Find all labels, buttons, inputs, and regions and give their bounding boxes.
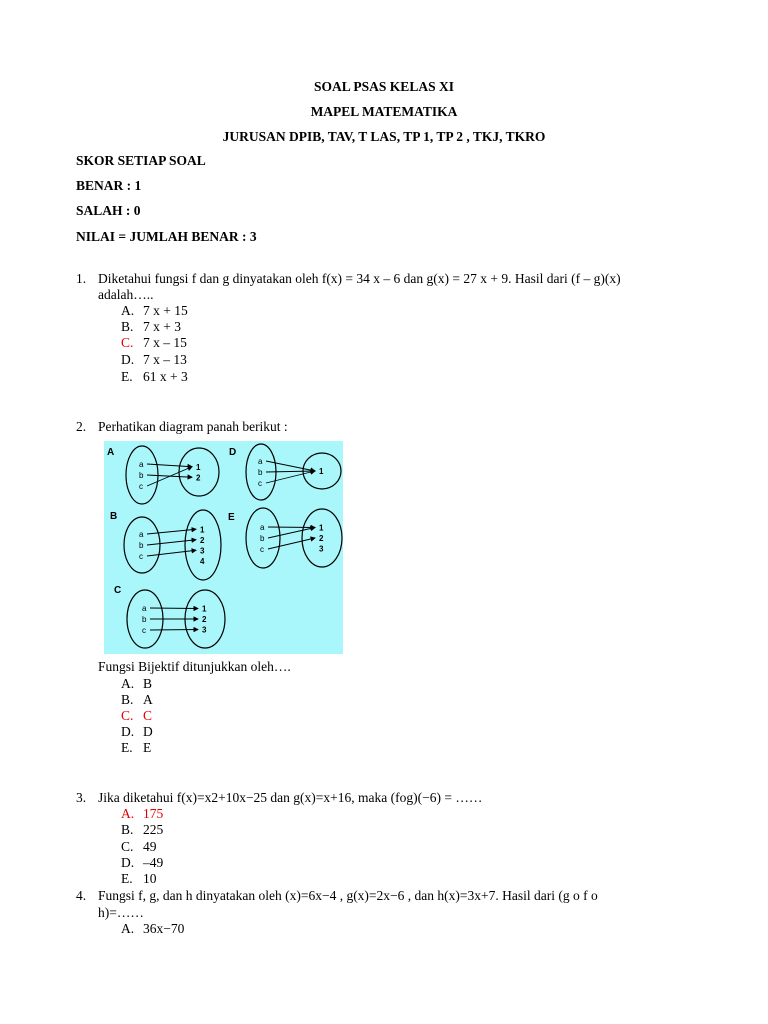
diagram-panel-e — [228, 508, 342, 568]
option-label: A. — [121, 921, 135, 936]
option-text: 225 — [143, 822, 164, 837]
q1-option-c — [121, 335, 187, 351]
mapping-arrow — [266, 471, 315, 483]
option-text: E — [143, 740, 152, 755]
score-wrong: SALAH : 0 — [76, 203, 141, 218]
option-text: A — [143, 692, 153, 707]
codomain-element: 2 — [196, 473, 201, 483]
mapping-arrow — [147, 529, 196, 534]
q3-option-c — [121, 839, 157, 855]
score-heading: SKOR SETIAP SOAL — [76, 153, 206, 168]
mapping-arrow — [150, 630, 198, 631]
option-text: 7 x + 15 — [143, 303, 188, 318]
option-label: D. — [121, 855, 135, 870]
diagram-panel-a — [107, 446, 219, 504]
q2-option-a — [121, 676, 152, 692]
codomain-element: 3 — [202, 625, 207, 635]
option-label: D. — [121, 724, 135, 739]
option-label: C. — [121, 839, 134, 854]
domain-element: b — [258, 468, 263, 477]
q1-number: 1. — [76, 271, 87, 286]
diagram-panel-d — [229, 444, 341, 500]
codomain-element: 2 — [200, 535, 205, 545]
diagram-panel-c — [114, 585, 225, 648]
codomain-oval — [179, 448, 219, 496]
q1-option-d — [121, 352, 187, 368]
option-text: 49 — [143, 839, 157, 854]
mapping-arrow — [268, 527, 315, 528]
diagram-panel-b — [110, 510, 221, 580]
domain-element: a — [139, 530, 144, 539]
option-text: 7 x – 13 — [143, 352, 187, 367]
domain-element: b — [139, 541, 144, 550]
option-label: C. — [121, 708, 134, 723]
option-text: C — [143, 708, 153, 723]
q4-option-a — [121, 921, 184, 937]
codomain-element: 1 — [319, 467, 324, 476]
q2-option-d — [121, 724, 153, 740]
codomain-element: 1 — [319, 523, 324, 533]
option-label: B. — [121, 692, 134, 707]
option-label: A. — [121, 806, 135, 821]
title-1: SOAL PSAS KELAS XI — [314, 79, 454, 94]
codomain-element: 4 — [200, 556, 205, 566]
q3-number: 3. — [76, 790, 87, 805]
score-formula: NILAI = JUMLAH BENAR : 3 — [76, 229, 257, 244]
domain-element: a — [260, 523, 265, 532]
domain-element: c — [258, 479, 262, 488]
domain-element: a — [139, 460, 144, 469]
arrow-diagram — [104, 441, 343, 654]
domain-element: c — [139, 482, 143, 491]
codomain-element: 1 — [200, 525, 205, 535]
codomain-oval — [185, 510, 221, 580]
option-text: 61 x + 3 — [143, 369, 188, 384]
option-text: 7 x + 3 — [143, 319, 181, 334]
q2-option-c — [121, 708, 152, 724]
option-label: E. — [121, 740, 133, 755]
q1-text: Diketahui fungsi f dan g dinyatakan oleh f(x) = 34 x – 6 dan g(x) = 27 x + 9. Hasil dari (f – g)(x) — [98, 271, 621, 286]
q1-text-cont: adalah….. — [98, 287, 154, 302]
mapping-arrow — [266, 471, 315, 472]
panel-label: E — [228, 512, 235, 523]
option-label: E. — [121, 871, 133, 886]
option-text: B — [143, 676, 153, 691]
q1-option-e — [121, 369, 188, 385]
domain-element: c — [142, 626, 146, 635]
option-label: B. — [121, 822, 134, 837]
arrow-diagram-svg — [104, 441, 343, 654]
panel-label: D — [229, 447, 237, 458]
option-text: –49 — [143, 855, 164, 870]
mapping-arrow — [268, 538, 315, 549]
option-text: 36x−70 — [143, 921, 185, 936]
q3-option-d — [121, 855, 163, 871]
title-2: MAPEL MATEMATIKA — [310, 104, 458, 119]
panel-label: B — [110, 511, 118, 522]
q3-option-b — [121, 822, 163, 838]
q2-question: Fungsi Bijektif ditunjukkan oleh…. — [98, 659, 291, 674]
mapping-arrow — [147, 550, 196, 556]
mapping-arrow — [268, 528, 315, 539]
mapping-arrow — [147, 467, 192, 486]
domain-element: c — [260, 545, 264, 554]
q4-text: Fungsi f, g, dan h dinyatakan oleh (x)=6x−4 , g(x)=2x−6 , dan h(x)=3x+7. Hasil dari (g o f o — [98, 888, 598, 903]
q1-option-a — [121, 303, 188, 319]
mapping-arrow — [147, 540, 196, 545]
score-correct: BENAR : 1 — [76, 178, 142, 193]
option-text: D — [143, 724, 153, 739]
option-label: C. — [121, 335, 134, 350]
q2-option-b — [121, 692, 153, 708]
q2-option-e — [121, 740, 151, 756]
domain-element: a — [258, 457, 263, 466]
title-3: JURUSAN DPIB, TAV, T LAS, TP 1, TP 2 , TKJ, TKRO — [222, 129, 546, 144]
domain-element: a — [142, 604, 147, 613]
codomain-element: 2 — [319, 534, 324, 543]
option-label: A. — [121, 303, 135, 318]
q1-option-b — [121, 319, 181, 335]
mapping-arrow — [266, 461, 315, 471]
panel-label: A — [107, 447, 115, 458]
option-label: B. — [121, 319, 134, 334]
option-label: D. — [121, 352, 135, 367]
q3-text: Jika diketahui f(x)=x2+10x−25 dan g(x)=x+16, maka (fog)(−6) = …… — [98, 790, 483, 805]
panel-label: C — [114, 585, 122, 596]
option-text: 10 — [143, 871, 157, 886]
mapping-arrow — [150, 608, 198, 609]
domain-element: b — [260, 534, 265, 543]
q4-text-cont: h)=…… — [98, 905, 144, 920]
q3-option-e — [121, 871, 157, 887]
option-text: 175 — [143, 806, 164, 821]
domain-element: c — [139, 552, 143, 561]
mapping-arrow — [147, 464, 192, 467]
domain-element: b — [142, 615, 147, 624]
option-label: A. — [121, 676, 135, 691]
q3-option-a — [121, 806, 163, 822]
domain-element: b — [139, 471, 144, 480]
codomain-element: 3 — [200, 546, 205, 556]
option-text: 7 x – 15 — [143, 335, 187, 350]
codomain-element: 1 — [202, 604, 207, 614]
option-label: E. — [121, 369, 133, 384]
q2-number: 2. — [76, 419, 87, 434]
codomain-element: 3 — [319, 544, 324, 554]
codomain-element: 2 — [202, 615, 207, 624]
q4-number: 4. — [76, 888, 87, 903]
q2-text: Perhatikan diagram panah berikut : — [98, 419, 288, 434]
codomain-element: 1 — [196, 462, 201, 472]
